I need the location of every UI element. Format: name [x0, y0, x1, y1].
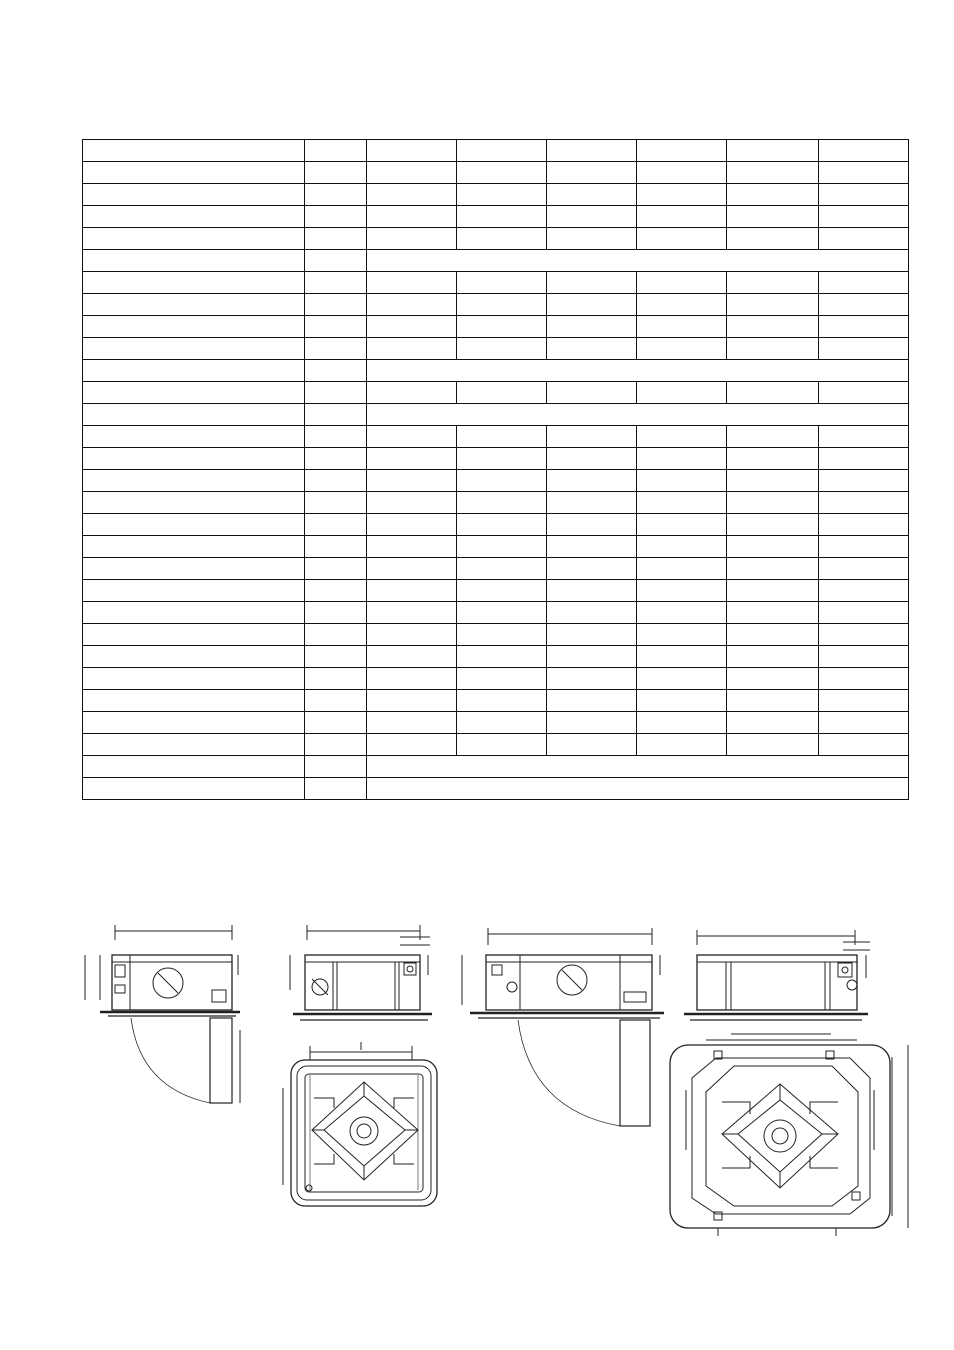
plan-view-large-drawing — [670, 1034, 908, 1236]
side-elevation-large-drawing — [462, 928, 664, 1126]
front-elevation-large-drawing — [684, 930, 870, 1020]
plan-view-small-drawing — [283, 1042, 437, 1206]
front-elevation-small-drawing — [290, 925, 432, 1020]
side-elevation-small-drawing — [85, 925, 240, 1103]
